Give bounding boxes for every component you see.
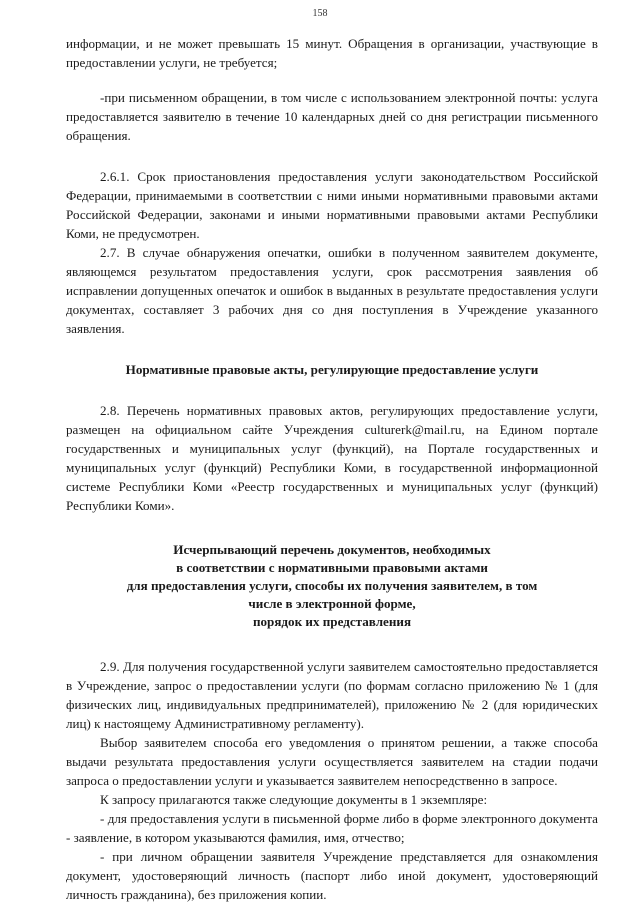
heading-line: числе в электронной форме,: [248, 596, 416, 611]
heading-line: в соответствии с нормативными правовыми актами: [176, 560, 488, 575]
section-heading-legal-acts: Нормативные правовые акты, регулирующие предоставление услуги: [125, 362, 539, 377]
paragraph-notification-choice: Выбор заявителем способа его уведомления о принятом решении, а также способа выдачи результата предоставления услуги осуществляется заявителем на стадии подачи запроса о предоставлении услуги и указывается заявителем непосредственно в запросе.: [66, 735, 598, 788]
paragraph-written-form: - для предоставления услуги в письменной форме либо в форме электронного документа - заявление, в котором указываются фамилия, имя, отчество;: [66, 811, 598, 845]
document-body: [66, 34, 598, 904]
section-heading-documents: [66, 541, 598, 631]
paragraph-continuation: информации, и не может превышать 15 минут. Обращения в организации, участвующие в предоставлении услуги, не требуется;: [66, 36, 598, 70]
heading-line: для предоставления услуги, способы их получения заявителем, в том: [126, 578, 538, 593]
paragraph-2-7: 2.7. В случае обнаружения опечатки, ошибки в полученном заявителем документе, являющемся результатом предоставления услуги, срок рассмотрения заявления об исправлении допущенных опечаток и ошибок в выданных в результате предоставления услуги документах, составляет 3 рабочих дня со дня поступления в Учреждение указанного заявления.: [66, 245, 598, 336]
heading-line: Исчерпывающий перечень документов, необходимых: [173, 542, 491, 557]
paragraph-personal-visit: - при личном обращении заявителя Учреждение представляется для ознакомления документ, удостоверяющий личность (паспорт либо иной документ, удостоверяющий личность гражданина), без приложения копии.: [66, 849, 598, 902]
paragraph-2-6-1: 2.6.1. Срок приостановления предоставления услуги законодательством Российской Федерации, принимаемыми в соответствии с ними иными нормативными правовыми актами Российской Федерации, законами и иными нормативными правовыми актами Республики Коми, не предусмотрен.: [66, 169, 598, 241]
heading-line: порядок их представления: [252, 614, 412, 629]
paragraph-2-8: 2.8. Перечень нормативных правовых актов, регулирующих предоставление услуги, размещен на официальном сайте Учреждения culturerk@mail.ru, на Едином портале государственных и муниципальных услуг (функций), на Портале государственных и муниципальных услуг (функций) Республики Коми, в государственной информационной системе Республики Коми «Реестр государственных и муниципальных услуг (функций) Республики Коми».: [66, 403, 598, 513]
page-number: 158: [312, 8, 328, 19]
paragraph-written-request: -при письменном обращении, в том числе с использованием электронной почты: услуга предоставляется заявителю в течение 10 календарных дней со дня регистрации письменного обращения.: [66, 90, 598, 143]
paragraph-attached-docs: К запросу прилагаются также следующие документы в 1 экземпляре:: [100, 792, 488, 807]
paragraph-2-9: 2.9. Для получения государственной услуги заявителем самостоятельно предоставляется в Учреждение, запрос о предоставлении услуги (по формам согласно приложению № 1 (для физических лиц, индивидуальных предпринимателей), приложению № 2 (для юридических лиц) к настоящему Административному регламенту).: [66, 659, 598, 731]
